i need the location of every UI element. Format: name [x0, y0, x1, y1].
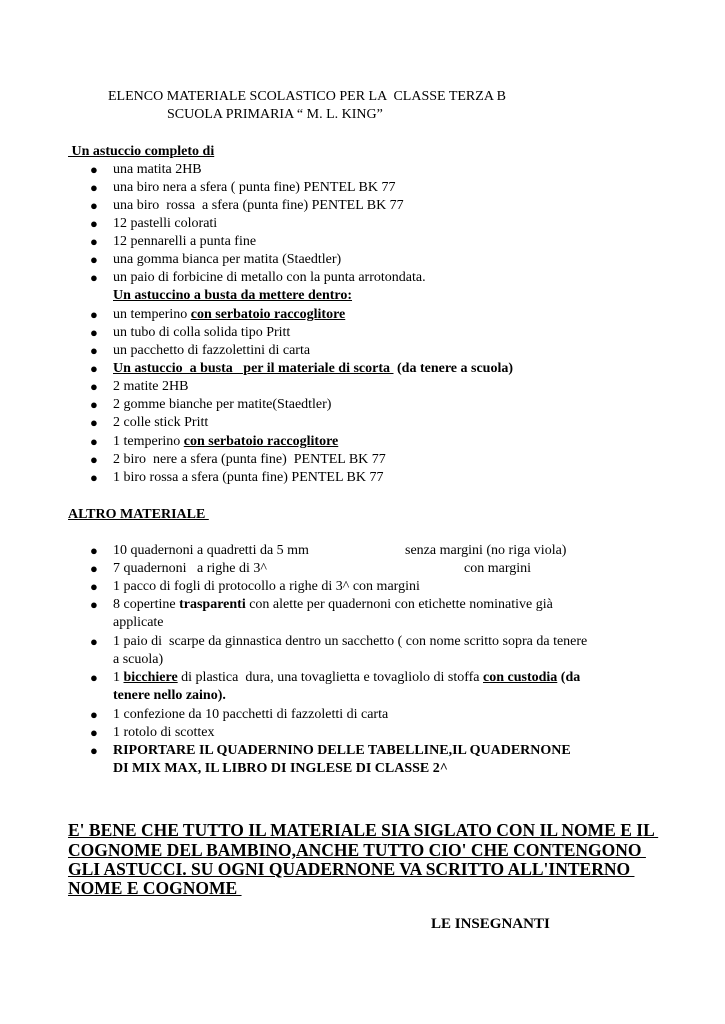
notice-line4: NOME E COGNOME: [68, 878, 242, 898]
notice-line1: E' BENE CHE TUTTO IL MATERIALE SIA SIGLATO CON IL NOME E IL: [68, 820, 659, 840]
bullet-icon: ●: [90, 597, 98, 612]
bullet-icon: ●: [90, 180, 98, 195]
bullet-icon: ●: [90, 707, 98, 722]
document-title-line1: ELENCO MATERIALE SCOLASTICO PER LA CLASSE TERZA B: [108, 89, 506, 104]
bullet-icon: ●: [90, 343, 98, 358]
section-title-altro-materiale: ALTRO MATERIALE: [68, 507, 209, 522]
document-title-line2: SCUOLA PRIMARIA “ M. L. KING”: [167, 107, 383, 122]
bullet-icon: ●: [90, 725, 98, 740]
bullet-icon: ●: [90, 397, 98, 412]
scorta-note: (da tenere a scuola): [397, 361, 513, 376]
bullet-icon: ●: [90, 579, 98, 594]
bullet-icon: ●: [90, 216, 98, 231]
bullet-icon: ●: [90, 379, 98, 394]
bullet-icon: ●: [90, 452, 98, 467]
notice-line2: COGNOME DEL BAMBINO,ANCHE TUTTO CIO' CHE CONTENGONO: [68, 840, 646, 860]
bullet-icon: ●: [90, 470, 98, 485]
bullet-icon: ●: [90, 415, 98, 430]
bullet-icon: ●: [90, 270, 98, 285]
subsection-title-astuccino: Un astuccino a busta da mettere dentro:: [113, 288, 353, 303]
bullet-icon: ●: [90, 434, 98, 449]
bullet-icon: ●: [90, 162, 98, 177]
bullet-icon: ●: [90, 252, 98, 267]
bullet-icon: ●: [90, 634, 98, 649]
section-title-astuccio: Un astuccio completo di: [68, 144, 215, 159]
bullet-icon: ●: [90, 670, 98, 685]
notice-line3: GLI ASTUCCI. SU OGNI QUADERNONE VA SCRITTO ALL'INTERNO: [68, 859, 635, 879]
bullet-icon: ●: [90, 361, 98, 376]
bullet-icon: ●: [90, 743, 98, 758]
bullet-icon: ●: [90, 543, 98, 558]
bullet-icon: ●: [90, 234, 98, 249]
scorta-title: Un astuccio a busta per il materiale di scorta: [113, 361, 394, 376]
bullet-icon: ●: [90, 307, 98, 322]
bullet-icon: ●: [90, 325, 98, 340]
signature: LE INSEGNANTI: [431, 916, 550, 932]
bullet-icon: ●: [90, 561, 98, 576]
bullet-icon: ●: [90, 198, 98, 213]
